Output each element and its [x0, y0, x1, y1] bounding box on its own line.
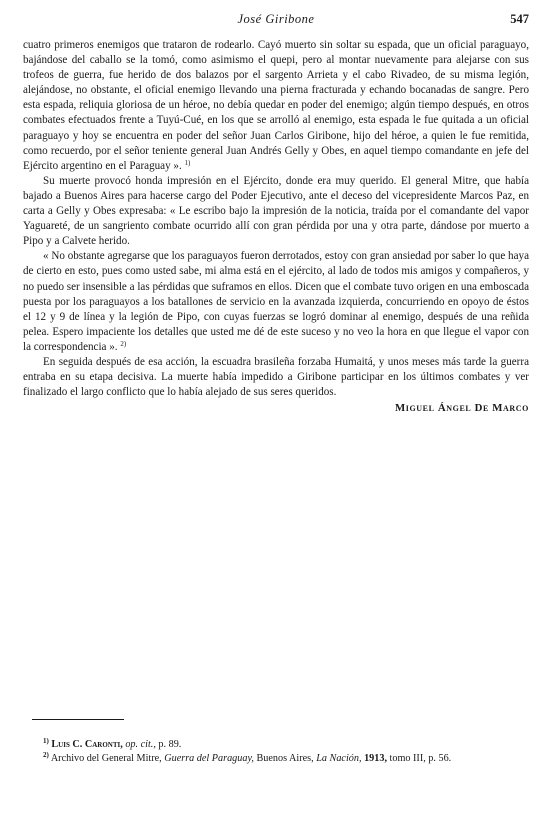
- paragraph-1-text: cuatro primeros enemigos que trataron de rodearlo. Cayó muerto sin soltar su espada, que un oficial paraguayo, bajándose del caballo se la tomó, como asimismo el quepi, pero al montar nuevamente para alejarse con sus trofeos de guerra, fue herido de dos balazos por el sargento Arrieta y el cabo Rivadeo, de su misma legión, alejándose, no obstante, el oficial enemigo llevando una pierna fracturada y echando bocanadas de sangre. Pero esta espada, reliquia gloriosa de un héroe, no debía quedar en poder del enemigo; algún tiempo después, en otros combates efectuados frente a Tuyú-Cué, en los que se arrolló al enemigo, esta espada le fue quitada a un oficial paraguayo y hoy se encuentra en poder del señor Juan Carlos Giribone, hijo del héroe, a quien le fue remitida, como recuerdo, por el señor teniente general Juan Andrés Gelly y Obes, en aquel tiempo comandante en jefe del Ejército argentino en el Paraguay ».: [23, 39, 529, 172]
- running-title: José Giribone: [237, 12, 315, 26]
- footnote-divider: [32, 719, 124, 720]
- paragraph-3: [23, 249, 529, 355]
- footnote-2-publisher: La Nación,: [316, 753, 362, 764]
- page: [23, 12, 529, 416]
- footnote-2-place: Buenos Aires,: [256, 753, 314, 764]
- footnotes: [23, 738, 529, 766]
- author-signature: Miguel Ángel De Marco: [394, 402, 529, 415]
- page-number: 547: [510, 12, 529, 26]
- paragraph-4: [23, 355, 529, 400]
- paragraph-3-text: « No obstante agregarse que los paraguayos fueron derrotados, estoy con gran ansiedad por saber lo que haya de cierto en esto, pues como usted sabe, mi alma está en el ejército, al lado de todos mis amigos y compañeros, y no puedo ser insensible a las pérdidas que suframos en ellos. Dicen que el combate tuvo origen en una emboscada puesta por los paraguayos a los batallones de servicio en la avanzada izquierda, concurriendo en opoyo de éstos el 12 y 9 de línea y la legión de Pipo, con cuyas fuerzas se logró dominar al enemigo, después de una reñida pelea. Espero impaciente los detalles que usted me dé de este suceso y no veo la hora en que llegue el vapor con la correspondencia ».: [23, 250, 529, 353]
- footnote-2-marker: 2): [43, 751, 49, 759]
- paragraph-2: [23, 174, 529, 249]
- footnote-ref-1: 1): [184, 158, 191, 167]
- footnote-1: [23, 738, 529, 752]
- running-header: [23, 12, 529, 30]
- footnote-1-author: Luis C. Caronti,: [51, 739, 123, 750]
- paragraph-2-text: Su muerte provocó honda impresión en el Ejército, donde era muy querido. El general Mitre, que había bajado a Buenos Aires para hacerse cargo del Poder Ejecutivo, ante el deceso del vicepresidente Marcos Paz, en carta a Gelly y Obes expresaba: « Le escribo bajo la impresión de la noticia, traída por el comandante del vapor Yaguareté, de un sangriento combate ocurrido allí con gran pérdida por una y otra parte, dándose por muerto a Pipo y a Calvete herido.: [23, 174, 529, 248]
- footnote-ref-2: 2): [120, 339, 127, 348]
- footnote-2-lead: Archivo del General Mitre,: [50, 753, 162, 764]
- footnote-2-title: Guerra del Paraguay,: [164, 753, 254, 764]
- paragraph-1: [23, 38, 529, 174]
- footnote-2-rest: tomo III, p. 56.: [389, 753, 452, 764]
- paragraph-4-text: En seguida después de esa acción, la escuadra brasileña forzaba Humaitá, y unos meses más tarde la guerra entraba en su etapa decisiva. La muerte había impedido a Giribone participar en los últimos combates y ver finalizado el largo conflicto que lo había alejado de sus seres queridos.: [23, 355, 529, 399]
- footnote-2: [23, 752, 529, 766]
- footnote-1-rest: p. 89.: [158, 739, 182, 750]
- article-body: [23, 38, 529, 416]
- footnote-1-ref: op. cit.,: [125, 739, 156, 750]
- footnote-2-year: 1913,: [364, 753, 387, 764]
- footnote-1-marker: 1): [43, 737, 49, 745]
